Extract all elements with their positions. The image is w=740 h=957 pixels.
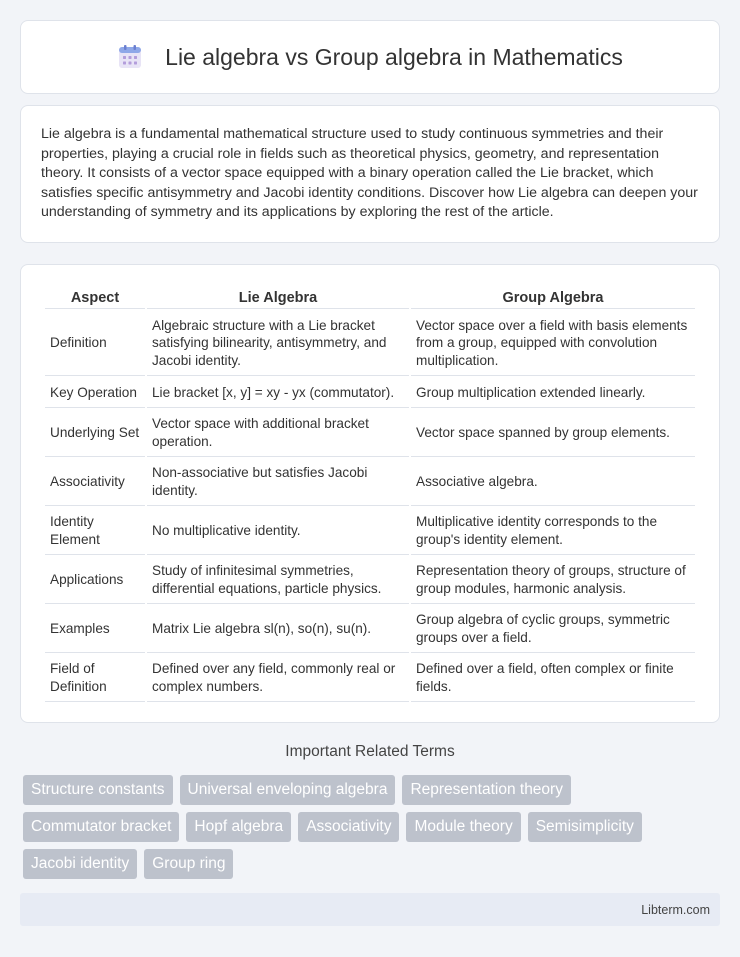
row-lie-value: No multiplicative identity. bbox=[147, 508, 409, 555]
row-lie-value: Algebraic structure with a Lie bracket satisfying bilinearity, antisymmetry, and Jacobi identity. bbox=[147, 311, 409, 376]
related-term-tag[interactable]: Universal enveloping algebra bbox=[180, 775, 396, 805]
comparison-table bbox=[43, 285, 697, 704]
row-group-value: Vector space over a field with basis elements from a group, equipped with convolution multiplication. bbox=[411, 311, 695, 376]
table-row bbox=[45, 606, 695, 653]
row-lie-value: Study of infinitesimal symmetries, differential equations, particle physics. bbox=[147, 557, 409, 604]
calendar-grid-icon bbox=[117, 44, 143, 70]
row-lie-value: Vector space with additional bracket operation. bbox=[147, 410, 409, 457]
row-aspect: Definition bbox=[45, 311, 145, 376]
row-lie-value: Non-associative but satisfies Jacobi identity. bbox=[147, 459, 409, 506]
row-group-value: Multiplicative identity corresponds to the group's identity element. bbox=[411, 508, 695, 555]
related-term-tag[interactable]: Structure constants bbox=[23, 775, 173, 805]
header-aspect: Aspect bbox=[45, 287, 145, 309]
row-aspect: Underlying Set bbox=[45, 410, 145, 457]
table-row bbox=[45, 508, 695, 555]
related-term-tag[interactable]: Representation theory bbox=[402, 775, 571, 805]
related-term-tag[interactable]: Associativity bbox=[298, 812, 399, 842]
related-term-tag[interactable]: Commutator bracket bbox=[23, 812, 179, 842]
related-term-tag[interactable]: Hopf algebra bbox=[186, 812, 291, 842]
related-term-tag[interactable]: Module theory bbox=[406, 812, 520, 842]
page-title: Lie algebra vs Group algebra in Mathematics bbox=[165, 43, 623, 70]
related-terms-title: Important Related Terms bbox=[285, 743, 455, 760]
title-card bbox=[20, 20, 720, 94]
row-group-value: Representation theory of groups, structure of group modules, harmonic analysis. bbox=[411, 557, 695, 604]
row-group-value: Group algebra of cyclic groups, symmetric groups over a field. bbox=[411, 606, 695, 653]
comparison-table-card bbox=[20, 264, 720, 723]
intro-card bbox=[20, 105, 720, 243]
row-aspect: Key Operation bbox=[45, 378, 145, 408]
table-header-row bbox=[45, 287, 695, 309]
related-term-tag[interactable]: Group ring bbox=[144, 849, 233, 879]
table-row bbox=[45, 378, 695, 408]
related-term-tag[interactable]: Jacobi identity bbox=[23, 849, 137, 879]
row-group-value: Vector space spanned by group elements. bbox=[411, 410, 695, 457]
table-row bbox=[45, 311, 695, 376]
header-lie-algebra: Lie Algebra bbox=[147, 287, 409, 309]
row-aspect: Applications bbox=[45, 557, 145, 604]
row-lie-value: Matrix Lie algebra sl(n), so(n), su(n). bbox=[147, 606, 409, 653]
footer bbox=[20, 893, 720, 926]
row-aspect: Identity Element bbox=[45, 508, 145, 555]
row-aspect: Examples bbox=[45, 606, 145, 653]
row-lie-value: Defined over any field, commonly real or complex numbers. bbox=[147, 655, 409, 702]
table-row bbox=[45, 410, 695, 457]
row-group-value: Defined over a field, often complex or finite fields. bbox=[411, 655, 695, 702]
row-group-value: Group multiplication extended linearly. bbox=[411, 378, 695, 408]
row-group-value: Associative algebra. bbox=[411, 459, 695, 506]
table-row bbox=[45, 459, 695, 506]
table-row bbox=[45, 655, 695, 702]
row-lie-value: Lie bracket [x, y] = xy - yx (commutator). bbox=[147, 378, 409, 408]
row-aspect: Field of Definition bbox=[45, 655, 145, 702]
row-aspect: Associativity bbox=[45, 459, 145, 506]
header-group-algebra: Group Algebra bbox=[411, 287, 695, 309]
related-term-tag[interactable]: Semisimplicity bbox=[528, 812, 642, 842]
related-terms-list bbox=[23, 775, 703, 886]
table-row bbox=[45, 557, 695, 604]
footer-site-link[interactable]: Libterm.com bbox=[641, 903, 710, 917]
intro-paragraph: Lie algebra is a fundamental mathematical structure used to study continuous symmetries and their properties, playing a crucial role in fields such as theoretical physics, geometry, and representation theory. It consists of a vector space equipped with a binary operation called the Lie bracket, which satisfies specific antisymmetry and Jacobi identity conditions. Discover how Lie algebra can deepen your understanding of symmetry and its applications by exploring the rest of the article. bbox=[41, 126, 698, 220]
